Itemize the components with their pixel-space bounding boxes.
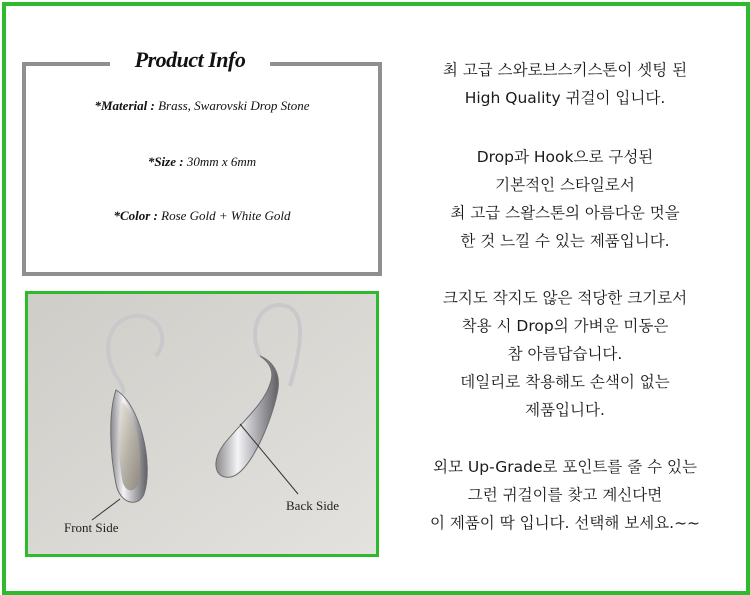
spec-material-label: *Material : xyxy=(94,98,155,113)
spec-material xyxy=(22,98,382,114)
product-info-title: Product Info xyxy=(134,47,246,72)
description-block-4 xyxy=(390,453,740,537)
desc-line: 외모 Up-Grade로 포인트를 줄 수 있는 xyxy=(433,458,697,476)
spec-size xyxy=(22,154,382,170)
desc-line: 한 것 느낄 수 있는 제품입니다. xyxy=(460,232,670,250)
desc-line: 최 고급 스왈스톤의 아름다운 멋을 xyxy=(450,204,680,222)
product-photo xyxy=(25,291,379,557)
desc-line: High Quality 귀걸이 입니다. xyxy=(464,89,666,107)
desc-line: 기본적인 스타일로서 xyxy=(495,176,635,194)
spec-color-label: *Color : xyxy=(113,208,158,223)
desc-line: Drop과 Hook으로 구성된 xyxy=(476,148,654,166)
desc-line: 크지도 작지도 않은 적당한 크기로서 xyxy=(442,289,688,307)
desc-line: 데일리로 착용해도 손색이 없는 xyxy=(460,373,670,391)
desc-line: 이 제품이 딱 입니다. 선택해 보세요.~~ xyxy=(429,514,701,532)
desc-line: 최 고급 스와로브스키스톤이 셋팅 된 xyxy=(442,61,688,79)
spec-size-value: 30mm x 6mm xyxy=(186,154,257,169)
earrings-illustration xyxy=(28,294,376,554)
spec-color xyxy=(22,208,382,224)
desc-line: 그런 귀걸이를 찾고 계신다면 xyxy=(467,486,663,504)
desc-line: 참 아름답습니다. xyxy=(507,345,623,363)
front-side-label: Front Side xyxy=(64,520,119,535)
description-block-3 xyxy=(390,284,740,424)
desc-line: 제품입니다. xyxy=(525,401,605,419)
desc-line: 착용 시 Drop의 가벼운 미동은 xyxy=(461,317,669,335)
description-block-1 xyxy=(390,56,740,112)
spec-material-value: Brass, Swarovski Drop Stone xyxy=(158,98,310,113)
back-side-label: Back Side xyxy=(286,498,340,513)
spec-size-label: *Size : xyxy=(147,154,184,169)
spec-color-value: Rose Gold + White Gold xyxy=(161,208,291,223)
description-block-2 xyxy=(390,143,740,255)
product-info-title-wrap xyxy=(110,42,270,78)
